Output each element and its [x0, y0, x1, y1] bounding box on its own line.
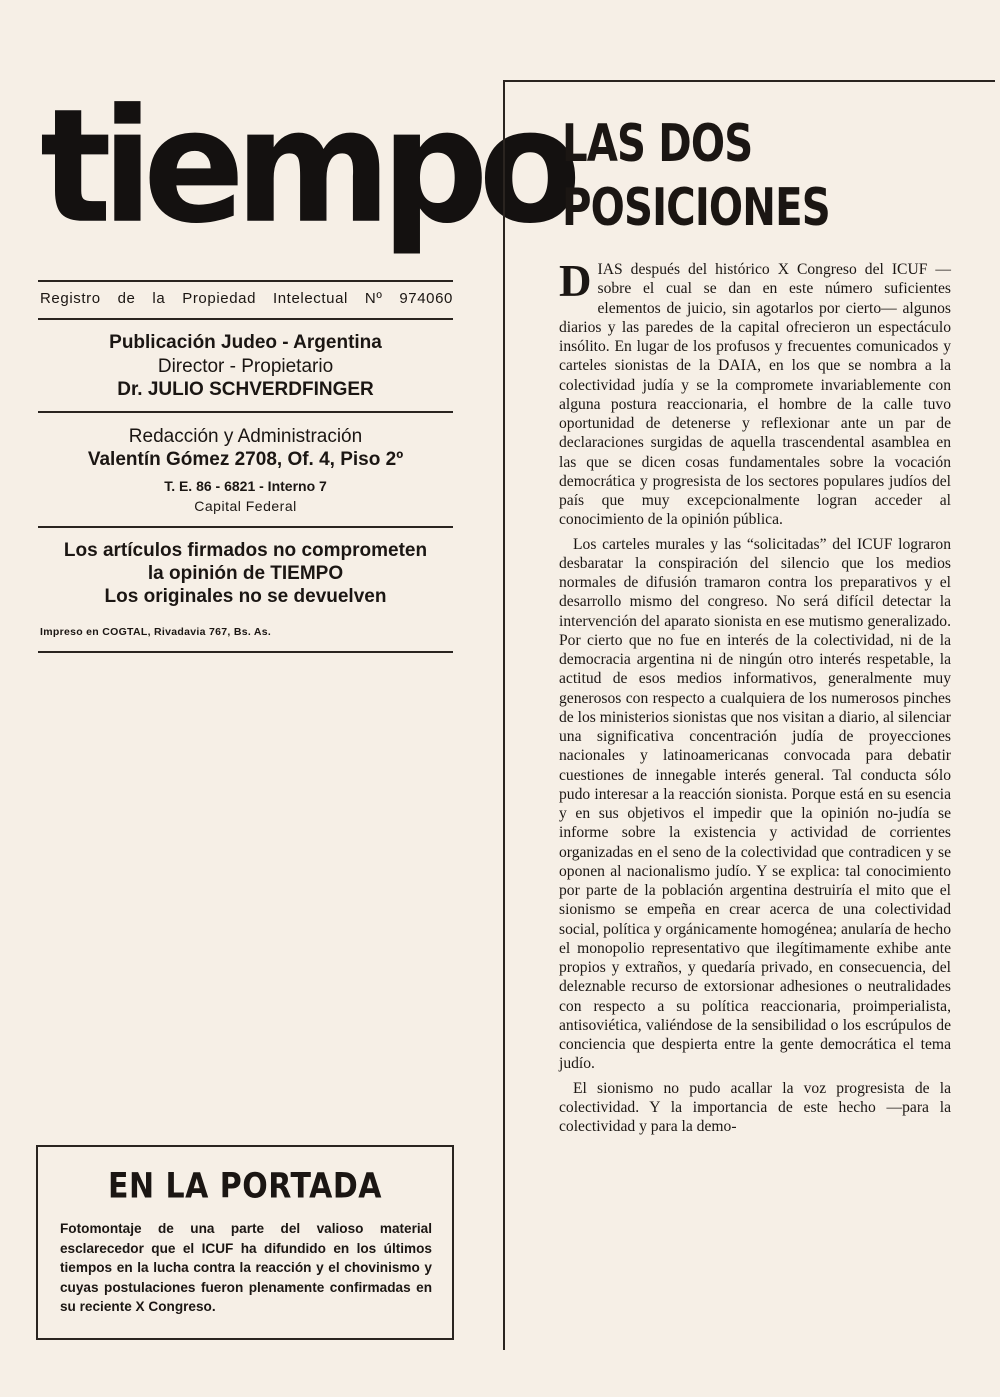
- paragraph: Los carteles murales y las “solicitadas” del ICUF lograron desbaratar la conspiración del silencio que los medios normales de difusión tramaron contra los preparativos y el desarrollo mismo del congreso. No será difícil detectar la intervención del aparato sionista en ese mutismo generalizado. Por cierto que no fue en interés de la colectividad, ni de la democracia argentina ni de ningún otro interés respetable, la actitud de esos medios informativos, generalmente muy generosos con respecto a cualquiera de los numerosos pinches de los ministerios sionistas que nos visitan a diario, al silenciar una significativa concentración judía de proyecciones nacionales y latinoamericanas convocada para debatir cuestiones de innegable interés general. Tal conducta sólo pudo interesar a la reacción sionista. Porque está en su esencia y en sus objetivos el impedir que la opinión no-judía se informe sobre la existencia y actividad de corrientes organizadas en el seno de la colectividad que contradicen y se oponen al nacionalismo judío. Y se explica: tal conocimiento por parte de la población argentina destruiría el mito que el sionismo se empeña en crear acerca de una colectividad social, política y orgánicamente homogénea; anularía de hecho el monopolio representativo que ilegítimamente exhibe ante propios y extraños, y quedaría privado, en consecuencia, del deleznable recurso de extorsionar adhesiones o neutralidades con respecto a su política reaccionaria, proimperialista, antisoviética, valiéndose de la sensibilidad o los escrúpulos de conciencia que despierta entre la gente democrática el tema judío.: [559, 535, 951, 1073]
- registro-word: de: [117, 290, 136, 307]
- phone: T. E. 86 - 6821 - Interno 7: [164, 478, 327, 494]
- notice-block: [38, 539, 453, 608]
- article-body: [559, 256, 951, 1136]
- divider: [38, 411, 453, 413]
- registro-number: 974060: [399, 290, 453, 307]
- registro-word: Nº: [364, 290, 383, 307]
- divider: [38, 526, 453, 528]
- drop-cap: D: [559, 256, 592, 306]
- headline-line: LAS DOS: [562, 114, 753, 174]
- notice-line: Los originales no se devuelven: [104, 586, 387, 607]
- divider: [38, 280, 453, 282]
- portada-caption: Fotomontaje de una parte del valioso material esclarecedor que el ICUF ha difundido en los últimos tiempos en la lucha contra la reacción y el chovinismo y cuyas postulaciones fueron plenamente confirmadas en su reciente X Congreso.: [60, 1221, 432, 1314]
- notice-line: Los artículos firmados no comprometen: [63, 540, 428, 561]
- address: Valentín Gómez 2708, Of. 4, Piso 2º: [87, 449, 404, 470]
- redaccion-label: Redacción y Administración: [128, 426, 363, 447]
- divider: [38, 651, 453, 653]
- notice-line: la opinión de TIEMPO: [147, 563, 344, 584]
- city: Capital Federal: [194, 498, 297, 514]
- tiempo-logo: tiempo: [40, 75, 572, 259]
- article-headline: [562, 112, 923, 240]
- paragraph: [559, 256, 951, 530]
- director-name: Dr. JULIO SCHVERDFINGER: [117, 379, 374, 400]
- paragraph-text: IAS después del histórico X Congreso del ICUF —sobre el cual se dan en este número suficientes elementos de juicio, sin agotarlos por cierto— algunos diarios y las paredes de la capital ofrecieron un espectáculo insólito. En lugar de los profusos y frecuentes comunicados y carteles sionistas de la DAIA, en los que se nombra a la colectividad judía y se la compromete invariablemente con alguna postura reaccionaria, el hombre de la calle tuvo oportunidad de detenerse y reflexionar ante un par de declaraciones surgidas de aquella trascendental asamblea en las que se dicen cosas fundamentales sobre la vocación democrática y progresista de los sectores populares judíos del país que muy excepcionalmente logran acceder al conocimiento de la opinión pública.: [559, 261, 951, 529]
- director-role: Director - Propietario: [157, 356, 334, 377]
- publication-type: Publicación Judeo - Argentina: [109, 332, 382, 353]
- address-block: [38, 425, 453, 515]
- headline-line: POSICIONES: [562, 178, 830, 238]
- registro-word: Intelectual: [272, 290, 348, 307]
- registro-word: la: [152, 290, 166, 307]
- paragraph: El sionismo no pudo acallar la voz progresista de la colectividad. Y la importancia de este hecho —para la colectividad y para la demo-: [559, 1079, 951, 1135]
- registro-word: Propiedad: [182, 290, 257, 307]
- portada-box: [36, 1145, 454, 1340]
- registro-word: Registro: [40, 290, 101, 307]
- printer-credit: Impreso en COGTAL, Rivadavia 767, Bs. As.: [40, 626, 272, 638]
- portada-title: EN LA PORTADA: [107, 1166, 383, 1207]
- publisher-block: [38, 331, 453, 402]
- divider: [38, 318, 453, 320]
- registro-line: [40, 290, 453, 307]
